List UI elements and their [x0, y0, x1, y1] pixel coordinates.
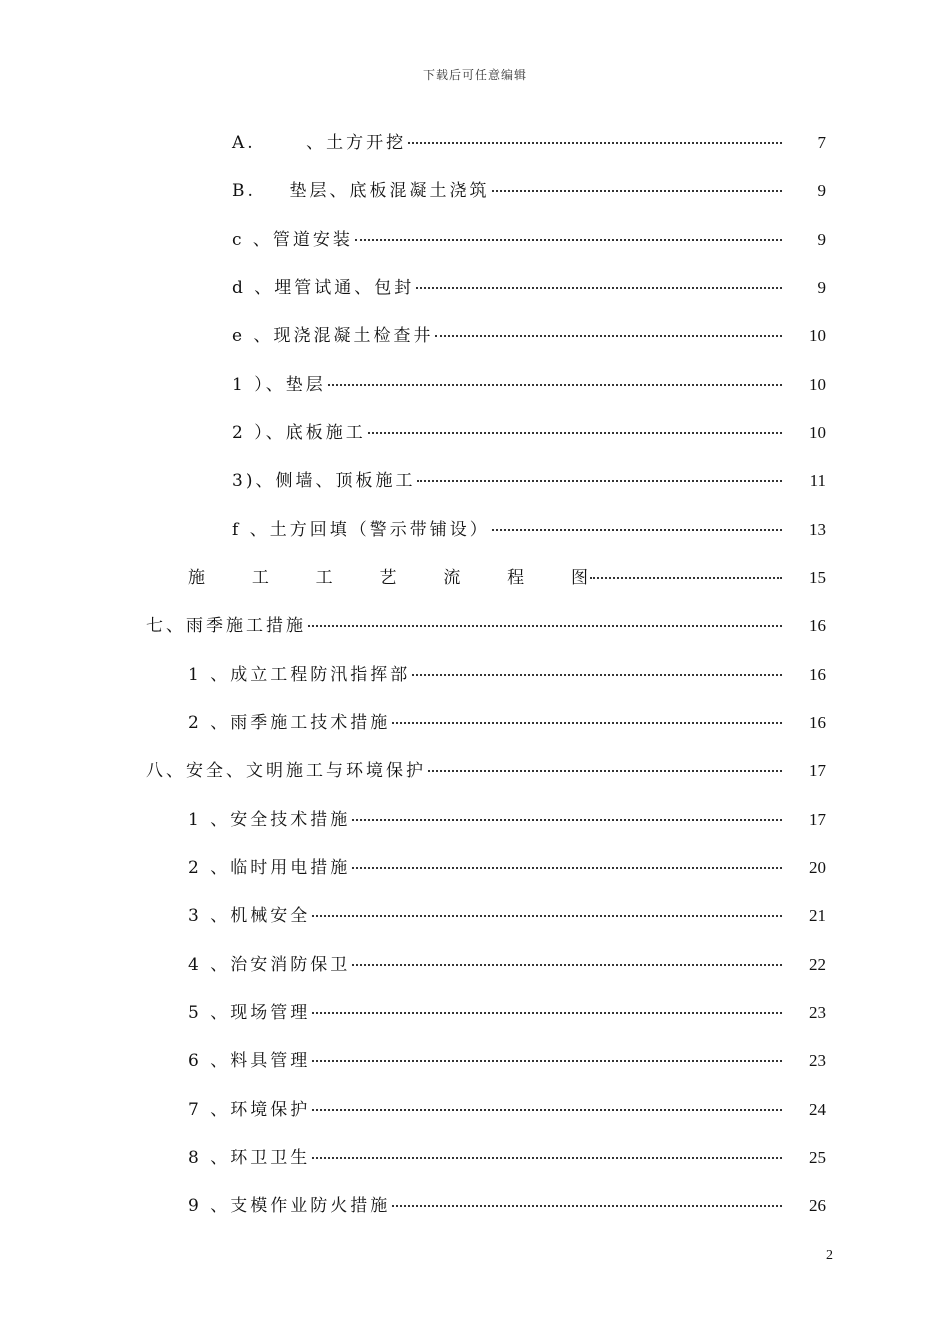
toc-entry[interactable] — [188, 1095, 826, 1121]
toc-entry-title: 6 、料具管理 — [188, 1051, 311, 1071]
toc-entry-page: 15 — [809, 568, 826, 587]
toc-entry-page: 26 — [809, 1196, 826, 1215]
toc-char: 施 — [188, 568, 205, 588]
toc-entry[interactable] — [146, 756, 826, 782]
toc-entry-page: 23 — [809, 1003, 826, 1022]
toc-entry-page: 10 — [809, 326, 826, 345]
toc-entry-title: c 、管道安装 — [232, 230, 353, 250]
toc-entry-title: 9 、支模作业防火措施 — [188, 1196, 391, 1216]
toc-leader — [352, 819, 782, 821]
toc-entry[interactable] — [232, 273, 826, 299]
toc-char: 流 — [443, 568, 461, 588]
toc-leader — [355, 239, 782, 241]
page-number: 2 — [826, 1248, 833, 1263]
toc-entry-title: 2 、雨季施工技术措施 — [188, 713, 391, 733]
toc-leader — [308, 625, 782, 627]
toc-entry[interactable] — [188, 998, 826, 1024]
toc-entry[interactable] — [232, 225, 826, 251]
toc-leader — [408, 142, 782, 144]
toc-leader — [416, 287, 782, 289]
toc-entry-title: 7 、环境保护 — [188, 1100, 311, 1120]
toc-entry-title: 8 、环卫卫生 — [188, 1148, 311, 1168]
toc-leader — [412, 674, 782, 676]
toc-entry-page: 10 — [809, 423, 826, 442]
toc-char: 图 — [570, 568, 588, 588]
toc-entry-title — [188, 563, 588, 588]
toc-entry-title: 七、雨季施工措施 — [146, 616, 306, 636]
toc-leader — [368, 432, 782, 434]
toc-leader — [435, 335, 782, 337]
toc-entry-page: 22 — [809, 955, 826, 974]
toc-entry-page: 7 — [817, 133, 826, 152]
toc-char: 程 — [507, 568, 525, 588]
toc-char: 工 — [315, 568, 333, 588]
toc-entry-title: 3)、侧墙、顶板施工 — [232, 471, 416, 491]
toc-leader — [392, 1205, 782, 1207]
toc-entry[interactable] — [232, 176, 826, 202]
toc-entry-page: 11 — [809, 471, 826, 490]
toc-entry-title: 2 、临时用电措施 — [188, 858, 351, 878]
toc-entry-page: 16 — [809, 713, 826, 732]
toc-entry[interactable] — [232, 515, 826, 541]
toc-leader — [417, 480, 782, 482]
toc-entry[interactable] — [188, 901, 826, 927]
toc-leader — [312, 1012, 782, 1014]
toc-entry-title: 1 、成立工程防汛指挥部 — [188, 665, 411, 685]
toc-entry-title: 1 ）、垫层 — [232, 375, 326, 395]
toc-entry-title: 八、安全、文明施工与环境保护 — [146, 761, 426, 781]
toc-leader — [392, 722, 782, 724]
toc-entry-page: 16 — [809, 616, 826, 635]
toc-entry-page: 9 — [817, 278, 826, 297]
toc-entry[interactable] — [188, 660, 826, 686]
toc-entry[interactable] — [188, 805, 826, 831]
toc-leader — [428, 770, 782, 772]
toc-char: 工 — [251, 568, 269, 588]
toc-entry[interactable] — [232, 321, 826, 347]
toc-entry-title: f 、土方回填（警示带铺设） — [232, 520, 490, 540]
toc-leader — [312, 1060, 782, 1062]
toc-entry-title: 5 、现场管理 — [188, 1003, 311, 1023]
toc-leader — [312, 915, 782, 917]
toc-entry-title: 2 ）、底板施工 — [232, 423, 366, 443]
toc-entry[interactable] — [146, 611, 826, 637]
toc-leader — [312, 1157, 782, 1159]
toc-entry-page: 23 — [809, 1051, 826, 1070]
toc-entry-page: 17 — [809, 761, 826, 780]
toc-entry[interactable] — [188, 1046, 826, 1072]
toc-entry-title: 4 、治安消防保卫 — [188, 955, 351, 975]
toc-entry-title: 3 、机械安全 — [188, 906, 311, 926]
toc-entry-title: d 、埋管试通、包封 — [232, 278, 415, 298]
toc-entry-page: 20 — [809, 858, 826, 877]
toc-leader — [328, 384, 782, 386]
toc-entry-title: B. 垫层、底板混凝土浇筑 — [232, 181, 490, 201]
toc-entry[interactable] — [188, 1143, 826, 1169]
toc-leader — [312, 1109, 782, 1111]
page-header: 下载后可任意编辑 — [422, 68, 527, 82]
toc-entry[interactable] — [232, 128, 826, 154]
toc-entry-page: 24 — [809, 1100, 826, 1119]
toc-entry[interactable] — [188, 563, 826, 589]
toc-char: 艺 — [379, 568, 397, 588]
toc-leader — [352, 964, 782, 966]
toc-entry[interactable] — [188, 1191, 826, 1217]
toc-entry-page: 25 — [809, 1148, 826, 1167]
toc-entry[interactable] — [188, 708, 826, 734]
toc-leader — [352, 867, 782, 869]
toc-leader — [492, 529, 782, 531]
toc-entry[interactable] — [188, 853, 826, 879]
toc-entry-page: 10 — [809, 375, 826, 394]
toc-entry-page: 16 — [809, 665, 826, 684]
toc-entry-page: 21 — [809, 906, 826, 925]
toc-entry-title: A. 、土方开挖 — [232, 133, 407, 153]
toc-entry-page: 13 — [809, 520, 826, 539]
toc-entry-page: 9 — [817, 181, 826, 200]
toc-leader — [492, 190, 782, 192]
toc-entry[interactable] — [232, 370, 826, 396]
toc-entry-title: 1 、安全技术措施 — [188, 810, 351, 830]
toc-entry[interactable] — [232, 466, 826, 492]
toc-leader — [590, 577, 782, 579]
toc-entry-title: e 、现浇混凝土检查井 — [232, 326, 434, 346]
toc-entry-page: 17 — [809, 810, 826, 829]
toc-entry[interactable] — [232, 418, 826, 444]
toc-entry[interactable] — [188, 950, 826, 976]
toc-entry-page: 9 — [817, 230, 826, 249]
